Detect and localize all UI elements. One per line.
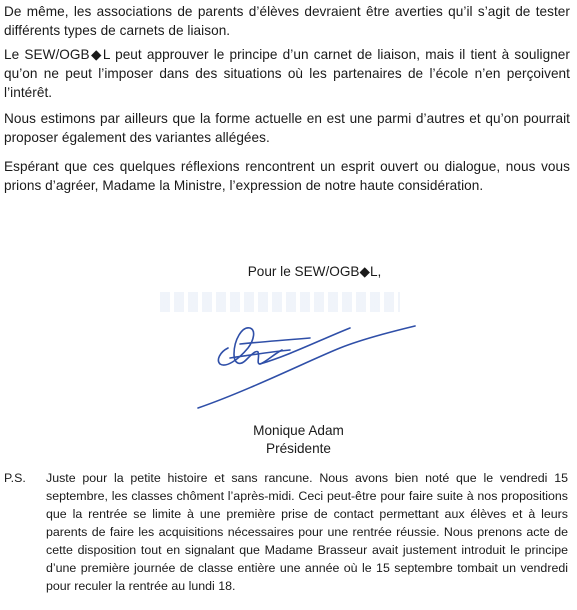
handwritten-signature (190, 300, 450, 420)
paragraph-carnet-approval: Le SEW/OGB◆L peut approuver le principe d’un carnet de liaison, mais il tient à souligner qu’on ne peut l’imposer dans des situations où les partenaires de l’école n’en perçoivent l’intérêt. (4, 47, 570, 100)
postscript-label: P.S. (4, 471, 26, 485)
paragraph-closing: Espérant que ces quelques réflexions rencontrent un esprit ouvert ou dialogue, nous vous prions d’agréer, Madame la Ministre, l’expression de notre haute considération. (4, 159, 570, 193)
paragraph-variants: Nous estimons par ailleurs que la forme actuelle en est une parmi d’autres et qu’on pourrait proposer également des variantes allégées. (4, 111, 570, 145)
signatory-name: Monique Adam (253, 423, 344, 438)
signoff-line: Pour le SEW/OGB◆L, (247, 264, 382, 279)
paragraph-parents-associations: De même, les associations de parents d’élèves devraient être averties qu’il s’agit de tester différents types de carnets de liaison. (4, 4, 570, 38)
signatory-role: Présidente (266, 441, 331, 456)
postscript-text: Juste pour la petite histoire et sans rancune. Nous avons bien noté que le vendredi 15 septembre, les classes chôment l’après-midi. Ceci peut-être pour faire suite à nos propositions que la rentrée se limite à une première prise de contact permettant aux élèves et à leurs parents de faire les acquisitions nécessaires pour une rentrée réussie. Nous prenons acte de cette disposition tout en signalant que Madame Brasseur avait justement introduit le principe d’une première journée de classe entière une année où le 15 septembre tombait un vendredi pour reculer la rentrée au lundi 18. (46, 471, 568, 593)
